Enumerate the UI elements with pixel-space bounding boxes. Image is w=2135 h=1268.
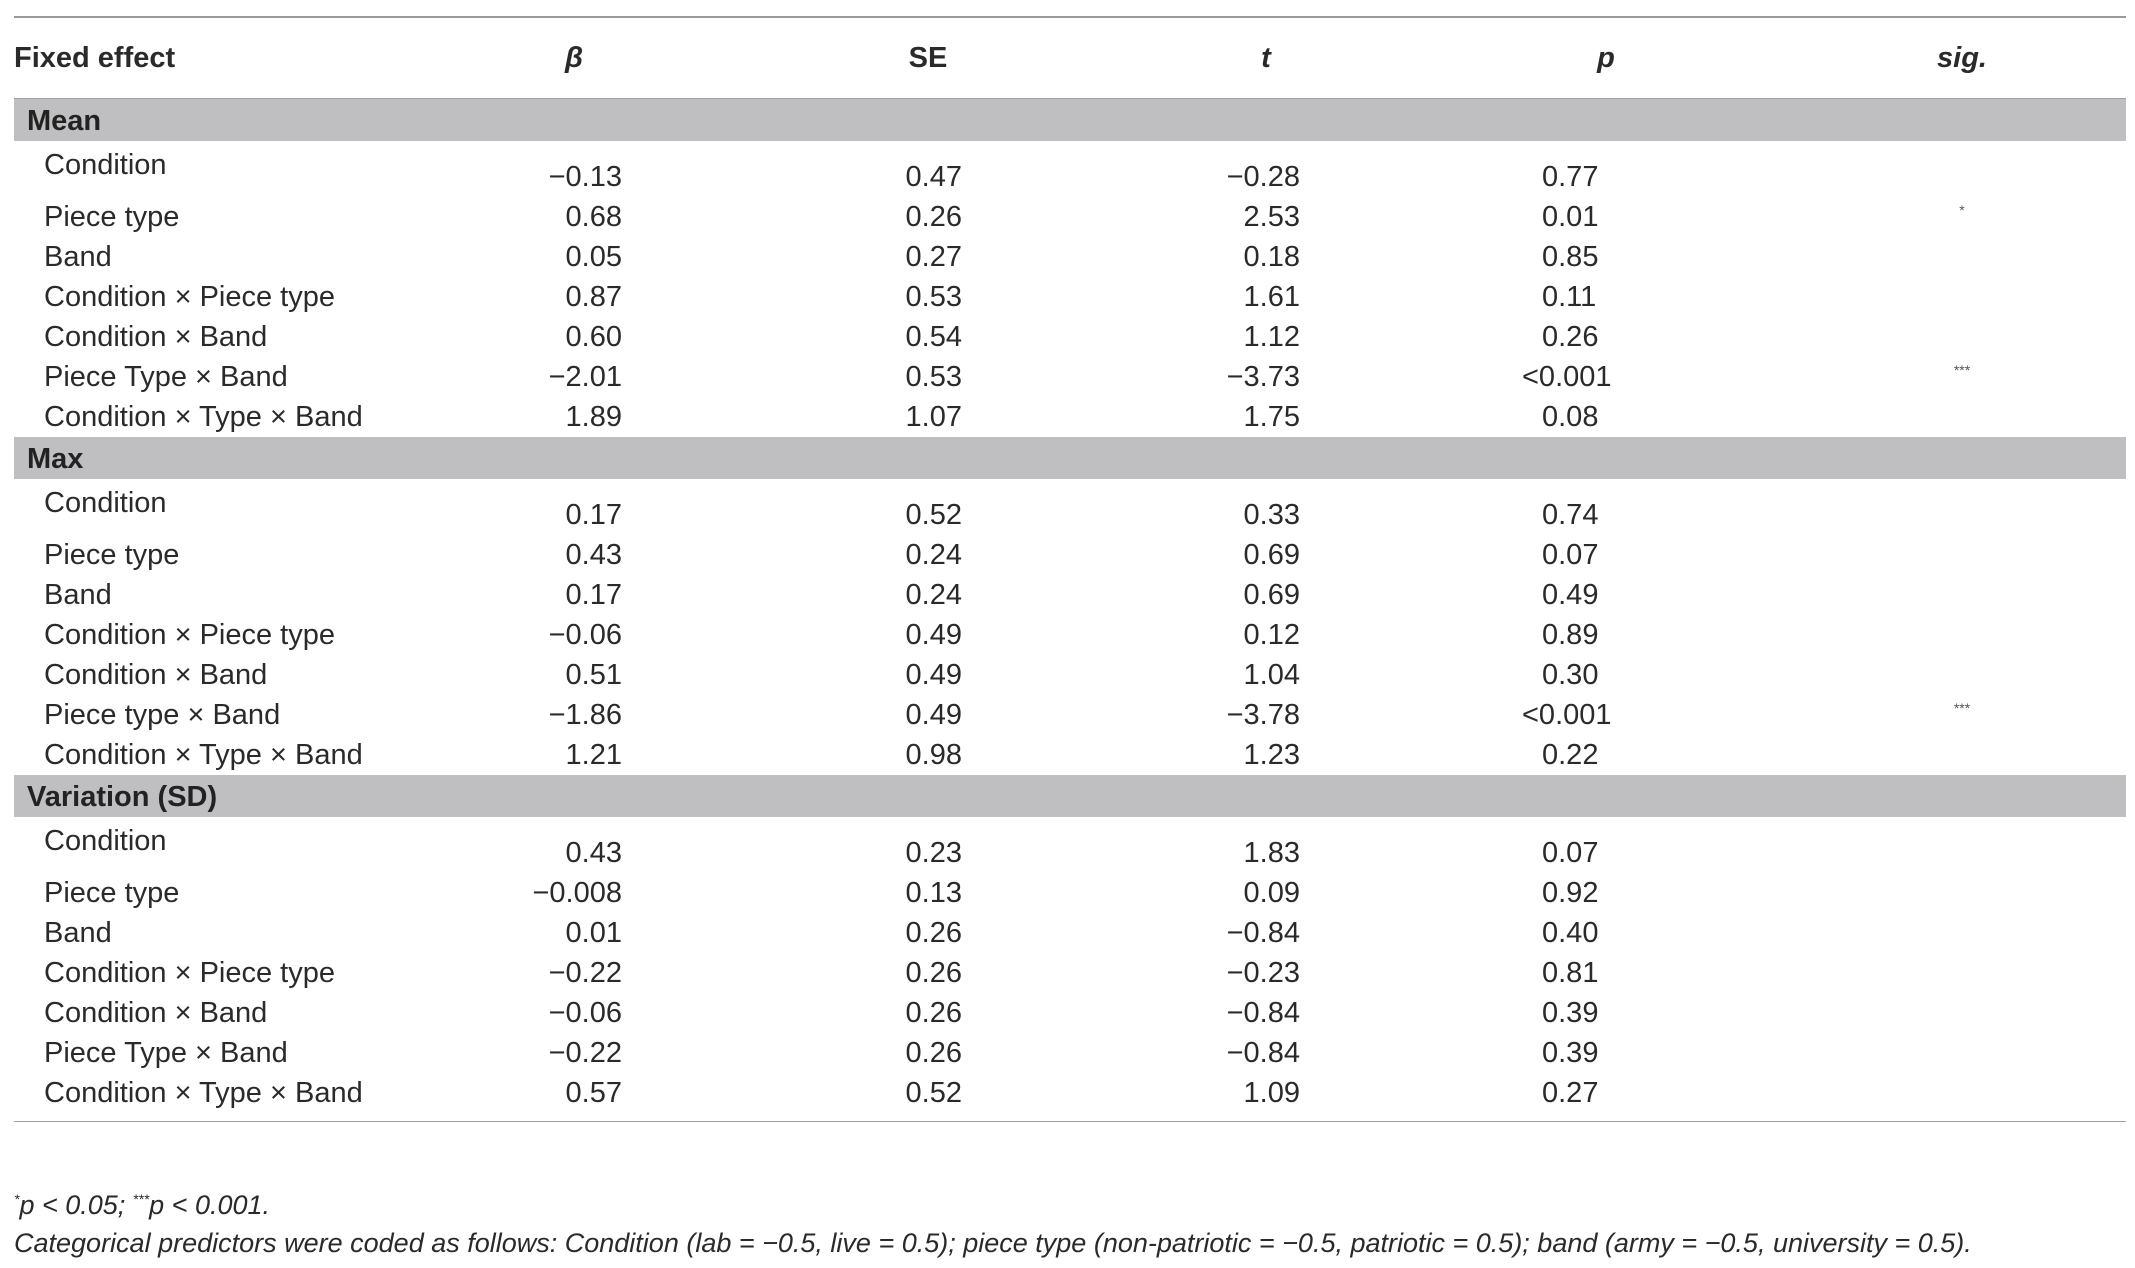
row-label: Condition × Type × Band: [44, 1077, 363, 1109]
cell-t: 0.69: [1243, 579, 1300, 611]
cell-t: 0.33: [1243, 499, 1300, 531]
section-header: [14, 99, 2126, 141]
table-row: [14, 317, 2126, 357]
cell-se: 0.49: [905, 659, 962, 691]
row-label: Condition × Band: [44, 321, 268, 353]
row-label: Condition × Band: [44, 659, 268, 691]
cell-t: −3.78: [1226, 699, 1300, 731]
row-label: Condition × Piece type: [44, 281, 335, 313]
cell-p: 0.85: [1542, 241, 1599, 273]
cell-beta: 0.60: [565, 321, 622, 353]
row-label: Condition: [44, 487, 167, 519]
cell-beta: 0.05: [565, 241, 622, 273]
cell-p: 0.89: [1542, 619, 1599, 651]
cell-p: 0.08: [1542, 401, 1599, 433]
cell-p: 0.92: [1542, 877, 1599, 909]
cell-beta: 1.21: [565, 739, 622, 771]
section-title: Mean: [27, 105, 102, 137]
table-row: [14, 479, 2126, 535]
cell-se: 0.49: [905, 619, 962, 651]
cell-beta: −2.01: [548, 361, 622, 393]
cell-t: 1.09: [1243, 1077, 1300, 1109]
table-row: [14, 575, 2126, 615]
cell-t: −0.84: [1226, 997, 1300, 1029]
cell-beta: −0.06: [548, 997, 622, 1029]
cell-t: −0.84: [1226, 1037, 1300, 1069]
table-row: [14, 817, 2126, 873]
cell-beta: −0.13: [548, 161, 622, 193]
cell-t: −3.73: [1226, 361, 1300, 393]
cell-se: 0.53: [905, 361, 962, 393]
cell-se: 0.98: [905, 739, 962, 771]
table-row: [14, 357, 2126, 397]
row-label: Condition × Piece type: [44, 619, 335, 651]
cell-p: 0.30: [1542, 659, 1599, 691]
cell-sig: ***: [1953, 700, 1971, 716]
cell-beta: 0.01: [565, 917, 622, 949]
table-row: [14, 615, 2126, 655]
header-beta: β: [565, 42, 583, 74]
row-label: Condition × Piece type: [44, 957, 335, 989]
table-row: [14, 913, 2126, 953]
table-row: [14, 277, 2126, 317]
cell-beta: 0.68: [565, 201, 622, 233]
cell-se: 0.27: [905, 241, 962, 273]
significance-footnote: [14, 1186, 2126, 1224]
table-body: [14, 99, 2126, 1113]
cell-beta: 1.89: [565, 401, 622, 433]
table-row: [14, 873, 2126, 913]
cell-sig: *: [1959, 202, 1965, 218]
cell-se: 0.26: [905, 1037, 962, 1069]
cell-p: 0.77: [1542, 161, 1599, 193]
row-label: Band: [44, 579, 112, 611]
cell-beta: 0.43: [565, 539, 622, 571]
row-label: Piece Type × Band: [44, 1037, 288, 1069]
row-label: Piece Type × Band: [44, 361, 288, 393]
row-label: Piece type: [44, 877, 180, 909]
cell-t: 1.83: [1243, 837, 1300, 869]
cell-beta: −0.008: [532, 877, 622, 909]
cell-t: −0.84: [1226, 917, 1300, 949]
cell-se: 0.26: [905, 917, 962, 949]
header-sig: sig.: [1937, 42, 1987, 74]
cell-p: 0.26: [1542, 321, 1599, 353]
table-row: [14, 695, 2126, 735]
cell-p: 0.27: [1542, 1077, 1599, 1109]
cell-beta: 0.51: [565, 659, 622, 691]
row-label: Condition × Type × Band: [44, 401, 363, 433]
table-row: [14, 993, 2126, 1033]
sig3-mark: ***: [132, 1191, 150, 1207]
row-label: Condition: [44, 825, 167, 857]
table-bottom-rule: [14, 1121, 2126, 1122]
cell-t: 1.61: [1243, 281, 1300, 313]
cell-se: 0.24: [905, 579, 962, 611]
row-label: Condition: [44, 149, 167, 181]
cell-beta: 0.17: [565, 499, 622, 531]
cell-se: 0.52: [905, 499, 962, 531]
table-row: [14, 535, 2126, 575]
coding-footnote: Categorical predictors were coded as follows: Condition (lab = −0.5, live = 0.5); piece type (non-patriotic = −0.5, patriotic = 0.5); band (army = −0.5, university = 0.5).: [14, 1228, 1972, 1259]
cell-se: 1.07: [905, 401, 962, 433]
cell-se: 0.26: [905, 201, 962, 233]
cell-se: 0.54: [905, 321, 962, 353]
row-label: Piece type: [44, 201, 180, 233]
cell-p: 0.01: [1542, 201, 1599, 233]
cell-beta: 0.17: [565, 579, 622, 611]
section-title: Max: [27, 443, 84, 475]
cell-p: 0.39: [1542, 1037, 1599, 1069]
table-row: [14, 1073, 2126, 1113]
cell-beta: −0.22: [548, 957, 622, 989]
cell-t: 1.04: [1243, 659, 1300, 691]
cell-p: 0.07: [1542, 539, 1599, 571]
cell-se: 0.52: [905, 1077, 962, 1109]
row-label: Band: [44, 241, 112, 273]
cell-se: 0.24: [905, 539, 962, 571]
cell-p: 0.49: [1542, 579, 1599, 611]
cell-p: 0.40: [1542, 917, 1599, 949]
cell-se: 0.23: [905, 837, 962, 869]
section-header: [14, 437, 2126, 479]
row-label: Condition × Type × Band: [44, 739, 363, 771]
cell-t: 0.12: [1243, 619, 1300, 651]
row-label: Condition × Band: [44, 997, 268, 1029]
table-row: [14, 953, 2126, 993]
cell-beta: 0.87: [565, 281, 622, 313]
results-table: [14, 16, 2126, 1122]
cell-t: 0.09: [1243, 877, 1300, 909]
cell-beta: 0.43: [565, 837, 622, 869]
cell-p: 0.07: [1542, 837, 1599, 869]
cell-p: 0.39: [1542, 997, 1599, 1029]
cell-se: 0.26: [905, 957, 962, 989]
cell-t: 2.53: [1243, 201, 1300, 233]
sig1-text: p < 0.05;: [19, 1190, 133, 1220]
cell-sig: ***: [1953, 362, 1971, 378]
cell-p: 0.11: [1542, 281, 1597, 313]
sig3-text: p < 0.001.: [149, 1190, 271, 1220]
cell-se: 0.49: [905, 699, 962, 731]
table-row: [14, 141, 2126, 197]
section-title: Variation (SD): [27, 781, 218, 813]
cell-p: <0.001: [1522, 699, 1612, 731]
cell-t: 1.23: [1243, 739, 1300, 771]
row-label: Piece type: [44, 539, 180, 571]
cell-t: 0.69: [1243, 539, 1300, 571]
cell-t: 0.18: [1243, 241, 1300, 273]
cell-p: 0.22: [1542, 739, 1599, 771]
cell-beta: −0.06: [548, 619, 622, 651]
cell-beta: −1.86: [548, 699, 622, 731]
cell-t: −0.23: [1226, 957, 1300, 989]
table-row: [14, 655, 2126, 695]
table-footnotes: [14, 1186, 2126, 1263]
header-t: t: [1261, 42, 1271, 74]
cell-p: 0.81: [1542, 957, 1599, 989]
header-fixed-effect: Fixed effect: [14, 42, 176, 74]
table-row: [14, 735, 2126, 775]
table-header-row: [14, 18, 2126, 98]
sig1-mark: *: [14, 1191, 20, 1207]
cell-se: 0.47: [905, 161, 962, 193]
section-header: [14, 775, 2126, 817]
row-label: Piece type × Band: [44, 699, 281, 731]
header-p: p: [1597, 42, 1615, 74]
cell-p: 0.74: [1542, 499, 1599, 531]
cell-beta: 0.57: [565, 1077, 622, 1109]
cell-beta: −0.22: [548, 1037, 622, 1069]
cell-t: 1.12: [1243, 321, 1300, 353]
cell-t: 1.75: [1243, 401, 1300, 433]
cell-se: 0.26: [905, 997, 962, 1029]
cell-p: <0.001: [1522, 361, 1612, 393]
cell-se: 0.13: [905, 877, 962, 909]
cell-se: 0.53: [905, 281, 962, 313]
table-row: [14, 237, 2126, 277]
table-row: [14, 397, 2126, 437]
row-label: Band: [44, 917, 112, 949]
table-row: [14, 197, 2126, 237]
table-row: [14, 1033, 2126, 1073]
header-se: SE: [908, 42, 948, 74]
cell-t: −0.28: [1226, 161, 1300, 193]
